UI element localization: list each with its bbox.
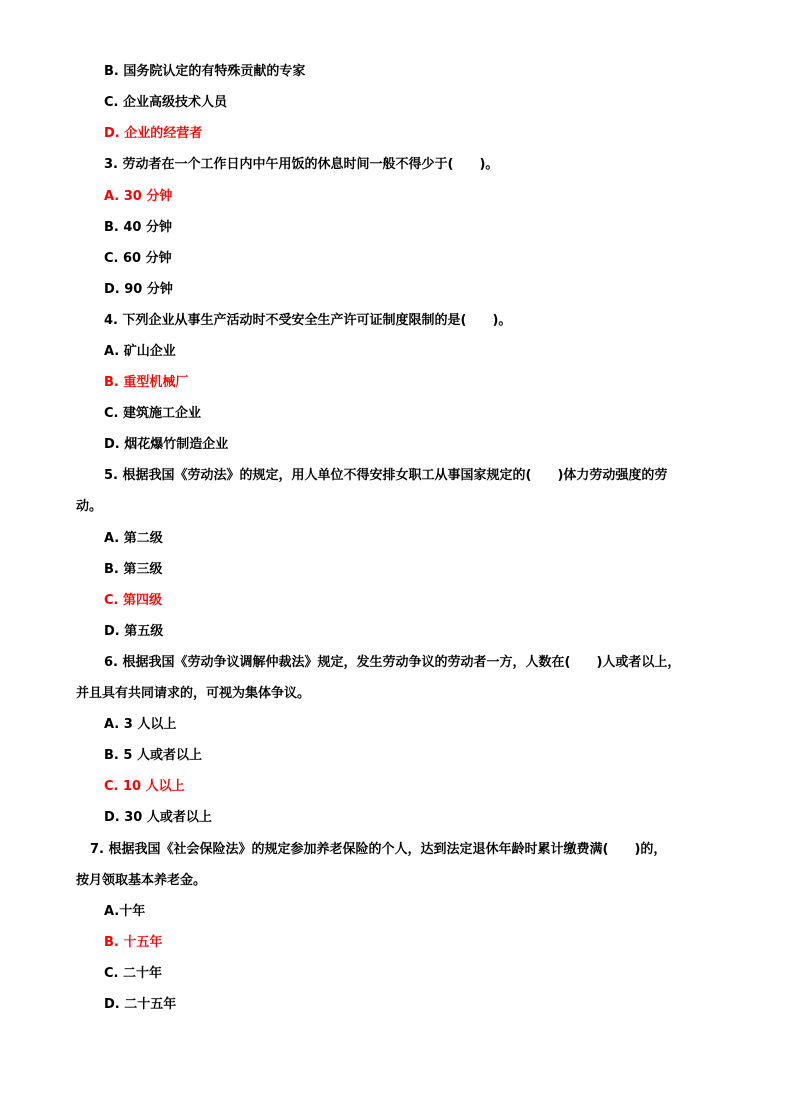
question-7-line-2: 按月领取基本养老金。: [76, 873, 207, 888]
option-2b: B. 国务院认定的有特殊贡献的专家: [104, 64, 306, 79]
option-3c: C. 60 分钟: [104, 251, 172, 266]
question-6-line-1: 6. 根据我国《劳动争议调解仲裁法》规定，发生劳动争议的劳动者一方，人数在( )人或者以上，: [104, 655, 681, 670]
question-5-line-1: 5. 根据我国《劳动法》的规定，用人单位不得安排女职工从事国家规定的( )体力劳动强度的劳: [104, 468, 668, 483]
question-7-line-1: 7. 根据我国《社会保险法》的规定参加养老保险的个人，达到法定退休年龄时累计缴费满( )的，: [90, 842, 667, 857]
question-4: 4. 下列企业从事生产活动时不受安全生产许可证制度限制的是( )。: [104, 313, 512, 328]
option-3b: B. 40 分钟: [104, 220, 172, 235]
question-6-line-2: 并且具有共同请求的，可视为集体争议。: [76, 686, 311, 701]
option-7d: D. 二十五年: [104, 997, 177, 1012]
option-4c: C. 建筑施工企业: [104, 406, 202, 421]
option-7c: C. 二十年: [104, 966, 163, 981]
option-2c: C. 企业高级技术人员: [104, 95, 228, 110]
option-6b: B. 5 人或者以上: [104, 748, 202, 763]
option-3d: D. 90 分钟: [104, 282, 173, 297]
option-5b: B. 第三级: [104, 562, 163, 577]
option-5c-answer: C. 第四级: [104, 593, 163, 608]
option-6d: D. 30 人或者以上: [104, 810, 212, 825]
option-4a: A. 矿山企业: [104, 344, 176, 359]
option-2d-answer: D. 企业的经营者: [104, 126, 203, 141]
option-4d: D. 烟花爆竹制造企业: [104, 437, 229, 452]
option-5d: D. 第五级: [104, 624, 164, 639]
question-3: 3. 劳动者在一个工作日内中午用饭的休息时间一般不得少于( )。: [104, 157, 499, 172]
option-7a: A.十年: [104, 904, 146, 919]
question-5-line-2: 动。: [76, 499, 103, 514]
option-4b-answer: B. 重型机械厂: [104, 375, 189, 390]
option-6c-answer: C. 10 人以上: [104, 779, 185, 794]
option-3a-answer: A. 30 分钟: [104, 189, 173, 204]
option-5a: A. 第二级: [104, 531, 163, 546]
option-7b-answer: B. 十五年: [104, 935, 163, 950]
option-6a: A. 3 人以上: [104, 717, 177, 732]
